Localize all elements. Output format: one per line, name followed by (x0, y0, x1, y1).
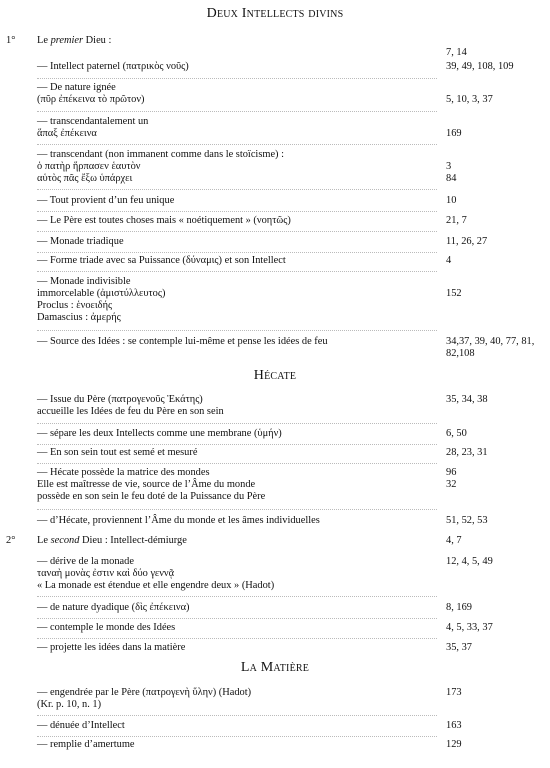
entry-text: — Issue du Père (πατρογενοῦς Ἑκάτης) (37, 394, 203, 405)
entry-text: — remplie d’amertume (37, 739, 135, 750)
entry-ref: 169 (446, 128, 462, 139)
entry-text: — En son sein tout est semé et mesuré (37, 447, 198, 458)
entry-text: ταναὴ μονὰς ἐστιν καὶ δύο γεννᾷ (37, 568, 175, 579)
entry-text: αὑτὸς πᾶς ἔξω ὑπάρχει (37, 173, 133, 184)
entry-text: Proclus : ἑνοειδής (37, 300, 113, 311)
separator (37, 423, 437, 424)
entry-ref: 5, 10, 3, 37 (446, 94, 493, 105)
entry-ref: 32 (446, 479, 457, 490)
separator (37, 271, 437, 272)
separator (37, 189, 437, 190)
entry-text: — Le Père est toutes choses mais « noétiquement » (νοητῶς) (37, 215, 291, 226)
entry-ref: 12, 4, 5, 49 (446, 556, 493, 567)
separator (37, 463, 437, 464)
entry-text: accueille les Idées de feu du Père en son sein (37, 406, 224, 417)
separator (37, 736, 437, 737)
entry-text: — sépare les deux Intellects comme une membrane (ὑμήν) (37, 428, 282, 439)
entry-ref (446, 276, 550, 288)
separator (37, 715, 437, 716)
section-title-text: Le premier Dieu : (37, 35, 112, 46)
section-title-ref: 7, 14 (446, 47, 467, 58)
separator (37, 252, 437, 253)
entry-ref: 21, 7 (446, 215, 467, 226)
entry-ref: 39, 49, 108, 109 (446, 61, 514, 72)
entry-ref: 4 (446, 255, 452, 266)
separator (37, 144, 437, 145)
entry-text: — Monade indivisible (37, 276, 131, 287)
entry-ref: 152 (446, 288, 462, 299)
entry-text: — De nature ignée (37, 82, 116, 93)
entry-text: possède en son sein le feu doté de la Puissance du Père (37, 491, 266, 502)
entry-ref: 129 (446, 739, 462, 750)
entry-ref (446, 116, 550, 128)
entry-text: — Intellect paternel (πατρικὸς νοῦς) (37, 61, 189, 72)
entry-ref: 28, 23, 31 (446, 447, 488, 458)
separator (37, 111, 437, 112)
entry-ref: 8, 169 (446, 602, 472, 613)
heading-la-matiere: La Matière (240, 660, 310, 675)
separator (37, 78, 437, 79)
separator (37, 231, 437, 232)
entry-ref: 10 (446, 195, 457, 206)
entry-ref: 35, 34, 38 (446, 394, 488, 405)
entry-text: (Kr. p. 10, n. 1) (37, 699, 102, 710)
entry-text: — Monade triadique (37, 236, 124, 247)
entry-text: — d’Hécate, proviennent l’Âme du monde et les âmes individuelles (37, 515, 320, 526)
entry-text: Damascius : ἀμερής (37, 312, 121, 323)
entry-text: — transcendantalement un (37, 116, 149, 127)
separator (37, 330, 437, 331)
separator (37, 444, 437, 445)
entry-ref: 51, 52, 53 (446, 515, 488, 526)
entry-text: « La monade est étendue et elle engendre deux » (Hadot) (37, 580, 275, 591)
entry-text: — Forme triade avec sa Puissance (δύναμις) et son Intellect (37, 255, 286, 266)
separator (37, 509, 437, 510)
entry-text: — dérive de la monade (37, 556, 134, 567)
entry-ref: 173 (446, 687, 462, 698)
entry-text: — contemple le monde des Idées (37, 622, 176, 633)
entry-text: Elle est maîtresse de vie, source de l’Âme du monde (37, 479, 256, 490)
entry-text: ἅπαξ ἐπέκεινα (37, 128, 97, 139)
entry-ref: 3 (446, 161, 452, 172)
separator (37, 618, 437, 619)
section-number: 2° (6, 535, 16, 546)
entry-ref: 6, 50 (446, 428, 467, 439)
entry-text: (πῦρ ἐπέκεινα τὸ πρῶτον) (37, 94, 145, 105)
entry-text: — transcendant (non immanent comme dans le stoïcisme) : (37, 149, 285, 160)
entry-ref: 163 (446, 720, 462, 731)
entry-ref (446, 149, 550, 161)
heading-hecate: Hécate (253, 368, 297, 383)
separator (37, 596, 437, 597)
entry-text: — engendrée par le Père (πατρογενὴ ὕλην) (Hadot) (37, 687, 252, 698)
entry-ref: 4, 5, 33, 37 (446, 622, 493, 633)
entry-text: — Tout provient d’un feu unique (37, 195, 175, 206)
entry-text: — Hécate possède la matrice des mondes (37, 467, 210, 478)
section-title-text: Le second Dieu : Intellect-démiurge (37, 535, 187, 546)
entry-text: — dénuée d’Intellect (37, 720, 125, 731)
separator (37, 638, 437, 639)
entry-ref: 11, 26, 27 (446, 236, 488, 247)
section-number: 1° (6, 35, 16, 46)
entry-text: ὁ πατὴρ ἥρπασεν ἑαυτὸν (37, 161, 141, 172)
entry-ref: 82,108 (446, 348, 475, 359)
entry-ref: 96 (446, 467, 457, 478)
separator (37, 211, 437, 212)
entry-text: — de nature dyadique (δὶς ἐπέκεινα) (37, 602, 190, 613)
section-title-ref: 4, 7 (446, 535, 462, 546)
entry-text: — projette les idées dans la matière (37, 642, 186, 653)
entry-text: — Source des Idées : se contemple lui-même et pense les idées de feu (37, 336, 328, 347)
entry-text: immorcelable (ἀμιστύλλευτος) (37, 288, 166, 299)
entry-ref: 35, 37 (446, 642, 472, 653)
entry-ref (446, 82, 550, 94)
heading-deux-intellects: Deux Intellects divins (206, 6, 344, 21)
entry-ref: 34,37, 39, 40, 77, 81, (446, 336, 535, 347)
entry-ref: 84 (446, 173, 457, 184)
